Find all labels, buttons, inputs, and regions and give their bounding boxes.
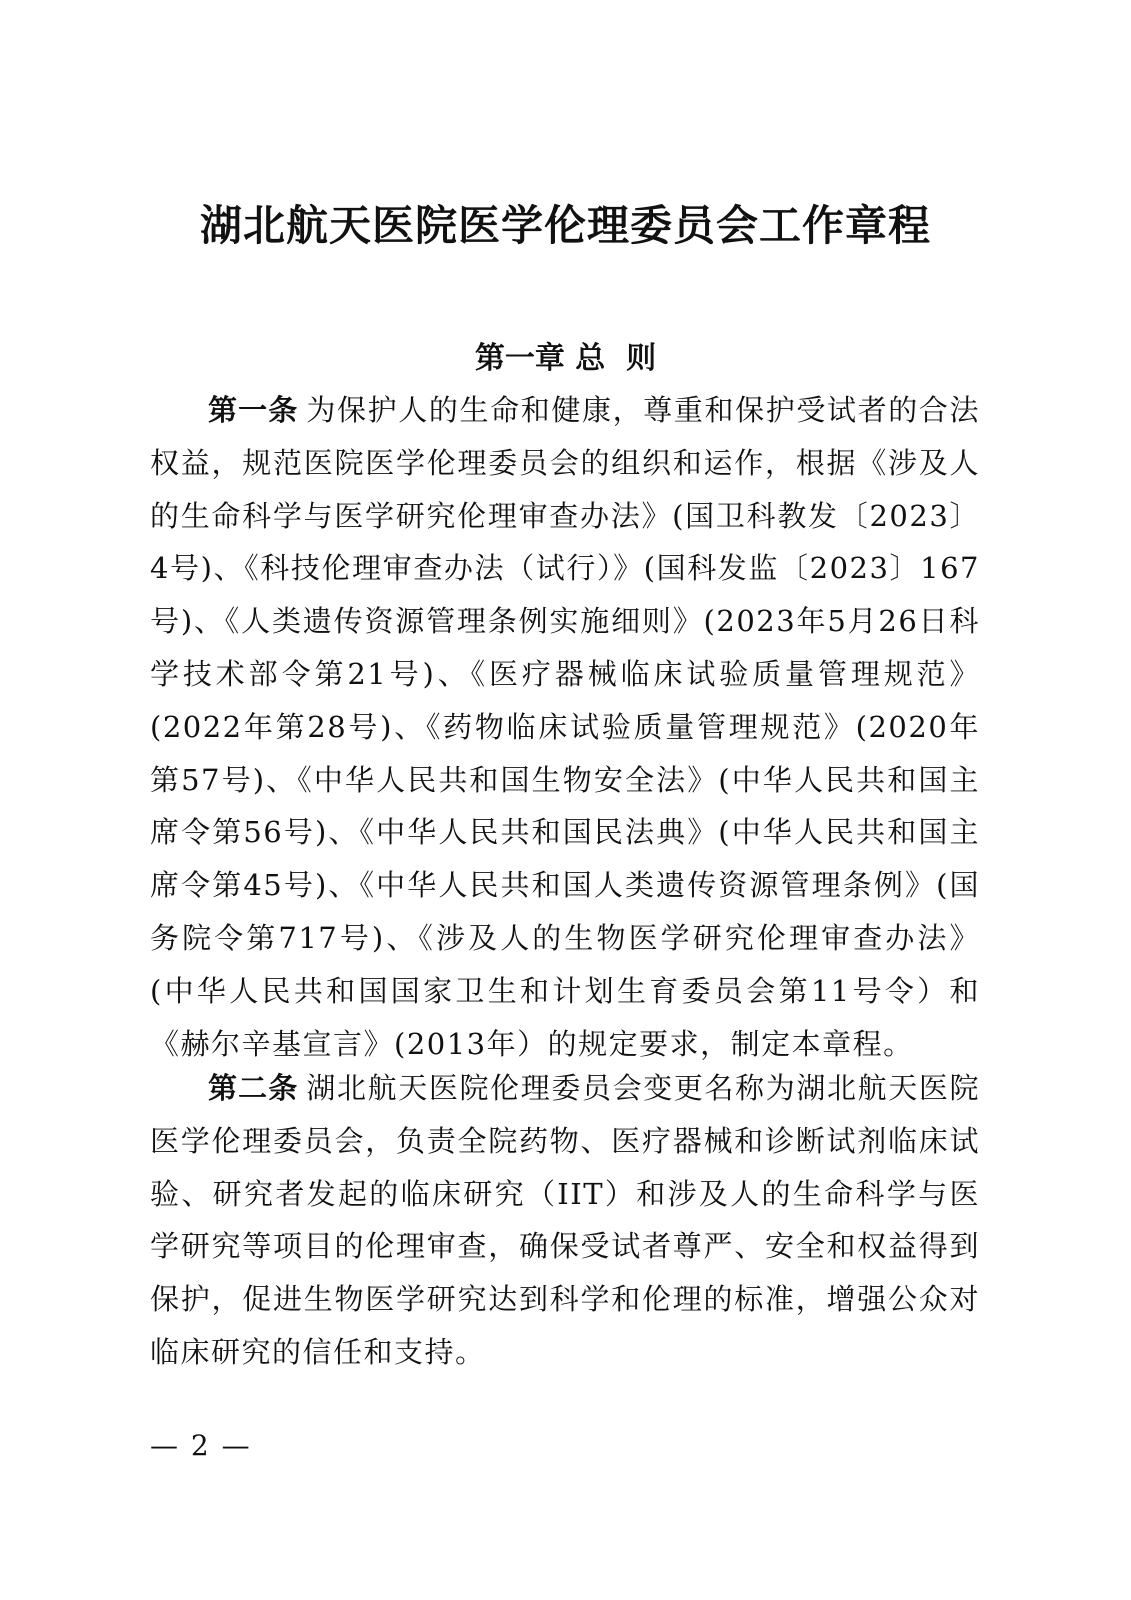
article-2-paragraph xyxy=(150,1062,980,1379)
article-1-paragraph xyxy=(150,384,980,1070)
article-2-text: 湖北航天医院伦理委员会变更名称为湖北航天医院医学伦理委员会，负责全院药物、医疗器械和诊断试剂临床试验、研究者发起的临床研究（IIT）和涉及人的生命科学与医学研究等项目的伦理审查，确保受试者尊严、安全和权益得到保护，促进生物医学研究达到科学和伦理的标准，增强公众对临床研究的信任和支持。 xyxy=(150,1071,980,1369)
article-1-label: 第一条 xyxy=(208,393,299,427)
page-number: — 2 — xyxy=(150,1429,252,1462)
article-1-text: 为保护人的生命和健康，尊重和保护受试者的合法权益，规范医院医学伦理委员会的组织和运作，根据《涉及人的生命科学与医学研究伦理审查办法》(国卫科教发〔2023〕4号)、《科技伦理审查办法（试行）》(国科发监〔2023〕167号)、《人类遗传资源管理条例实施细则》(2023年5月26日科学技术部令第21号)、《医疗器械临床试验质量管理规范》(2022年第28号)、《药物临床试验质量管理规范》(2020年第57号)、《中华人民共和国生物安全法》(中华人民共和国主席令第56号)、《中华人民共和国民法典》(中华人民共和国主席令第45号)、《中华人民共和国人类遗传资源管理条例》(国务院令第717号)、《涉及人的生物医学研究伦理审查办法》(中华人民共和国国家卫生和计划生育委员会第11号令）和《赫尔辛基宣言》(2013年）的规定要求，制定本章程。 xyxy=(150,393,980,1061)
article-2-label: 第二条 xyxy=(208,1071,299,1105)
document-title: 湖北航天医院医学伦理委员会工作章程 xyxy=(199,201,931,250)
chapter-heading: 第一章 总 则 xyxy=(474,341,657,376)
